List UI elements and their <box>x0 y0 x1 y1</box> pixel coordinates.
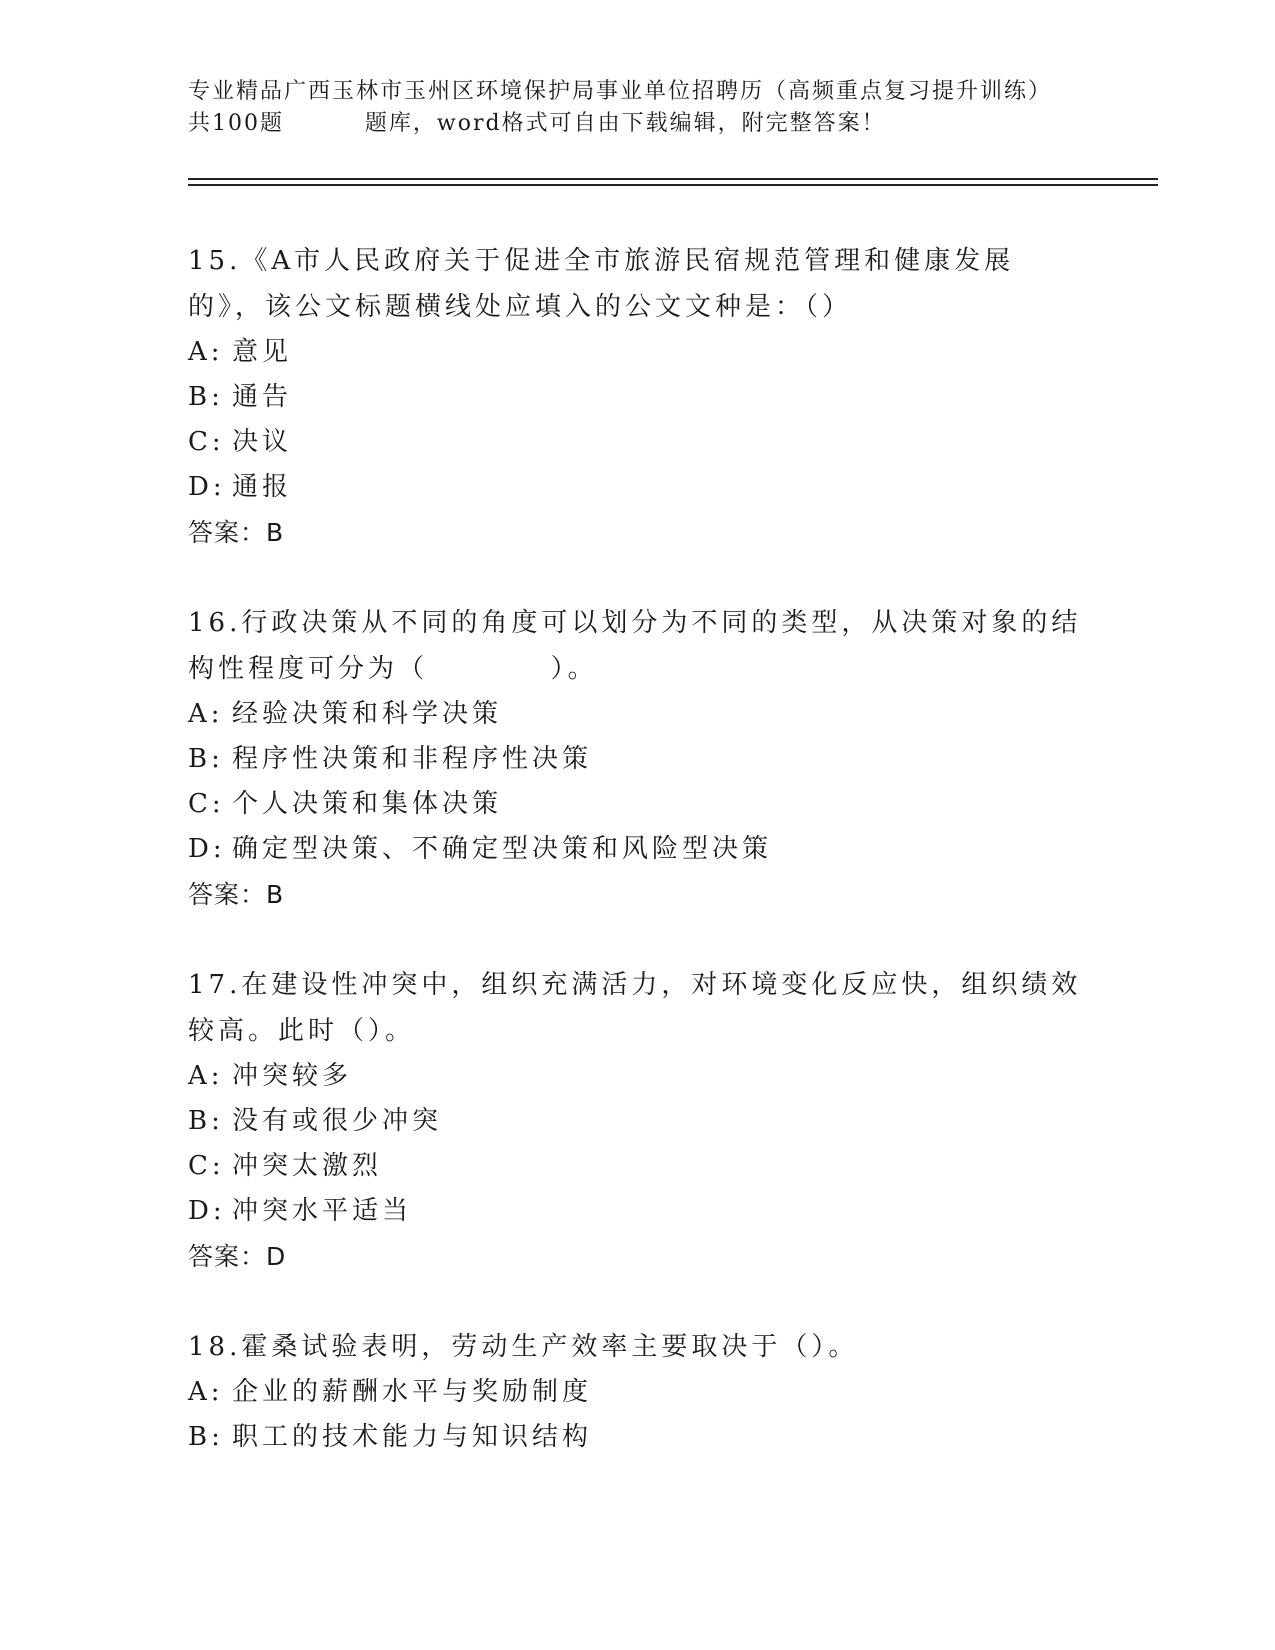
option-text: 职工的技术能力与知识结构 <box>232 1422 593 1452</box>
question-list <box>188 238 1088 1504</box>
option-a <box>188 1054 1088 1099</box>
answer: 答案：B <box>188 518 285 547</box>
option-a <box>188 1370 1088 1415</box>
answer: 答案：B <box>188 880 285 909</box>
option-text: 经验决策和科学决策 <box>232 699 503 729</box>
header-divider-bottom <box>188 184 1158 186</box>
option-text: 通告 <box>232 382 293 412</box>
option-label: D: <box>188 472 226 502</box>
option-text: 通报 <box>232 472 293 502</box>
option-label: A: <box>188 1061 224 1091</box>
option-label: B: <box>188 1422 224 1452</box>
question-16 <box>188 600 1088 918</box>
option-text: 决议 <box>232 427 293 457</box>
option-text: 程序性决策和非程序性决策 <box>232 744 593 774</box>
option-label: C: <box>188 427 225 457</box>
option-label: B: <box>188 382 224 412</box>
question-text: 17.在建设性冲突中，组织充满活力，对环境变化反应快，组织绩效较高。此时（）。 <box>188 970 1082 1046</box>
question-15 <box>188 238 1088 556</box>
option-b <box>188 375 1088 420</box>
option-label: B: <box>188 1106 224 1136</box>
option-label: A: <box>188 337 224 367</box>
option-text: 冲突太激烈 <box>232 1151 383 1181</box>
answer: 答案：D <box>188 1242 287 1271</box>
question-text: 15.《A市人民政府关于促进全市旅游民宿规范管理和健康发展的》，该公文标题横线处应填入的公文文种是：（） <box>188 246 1015 322</box>
header-divider-top <box>188 178 1158 180</box>
option-text: 确定型决策、不确定型决策和风险型决策 <box>232 834 773 864</box>
option-label: A: <box>188 1377 224 1407</box>
option-b <box>188 737 1088 782</box>
option-text: 冲突较多 <box>232 1061 353 1091</box>
question-text: 18.霍桑试验表明，劳动生产效率主要取决于（）。 <box>188 1332 859 1362</box>
option-a <box>188 330 1088 375</box>
option-text: 意见 <box>232 337 293 367</box>
option-label: C: <box>188 789 225 819</box>
document-header <box>188 76 1088 140</box>
option-b <box>188 1415 1088 1460</box>
option-text: 企业的薪酬水平与奖励制度 <box>232 1377 593 1407</box>
header-title-line: 专业精品广西玉林市玉州区环境保护局事业单位招聘历（高频重点复习提升训练） <box>188 79 1053 104</box>
option-label: B: <box>188 744 224 774</box>
option-label: D: <box>188 834 226 864</box>
option-label: C: <box>188 1151 225 1181</box>
option-c <box>188 1144 1088 1189</box>
option-d <box>188 827 1088 872</box>
question-text: 16.行政决策从不同的角度可以划分为不同的类型，从决策对象的结构性程度可分为（ ）。 <box>188 608 1082 684</box>
option-c <box>188 782 1088 827</box>
option-text: 没有或很少冲突 <box>232 1106 443 1136</box>
option-b <box>188 1099 1088 1144</box>
option-text: 冲突水平适当 <box>232 1196 413 1226</box>
option-text: 个人决策和集体决策 <box>232 789 503 819</box>
option-c <box>188 420 1088 465</box>
question-17 <box>188 962 1088 1280</box>
option-label: D: <box>188 1196 226 1226</box>
option-d <box>188 465 1088 510</box>
option-d <box>188 1189 1088 1234</box>
header-subtitle-line: 共100题 题库，word格式可自由下载编辑，附完整答案！ <box>188 111 886 136</box>
option-label: A: <box>188 699 224 729</box>
question-18 <box>188 1324 1088 1460</box>
option-a <box>188 692 1088 737</box>
